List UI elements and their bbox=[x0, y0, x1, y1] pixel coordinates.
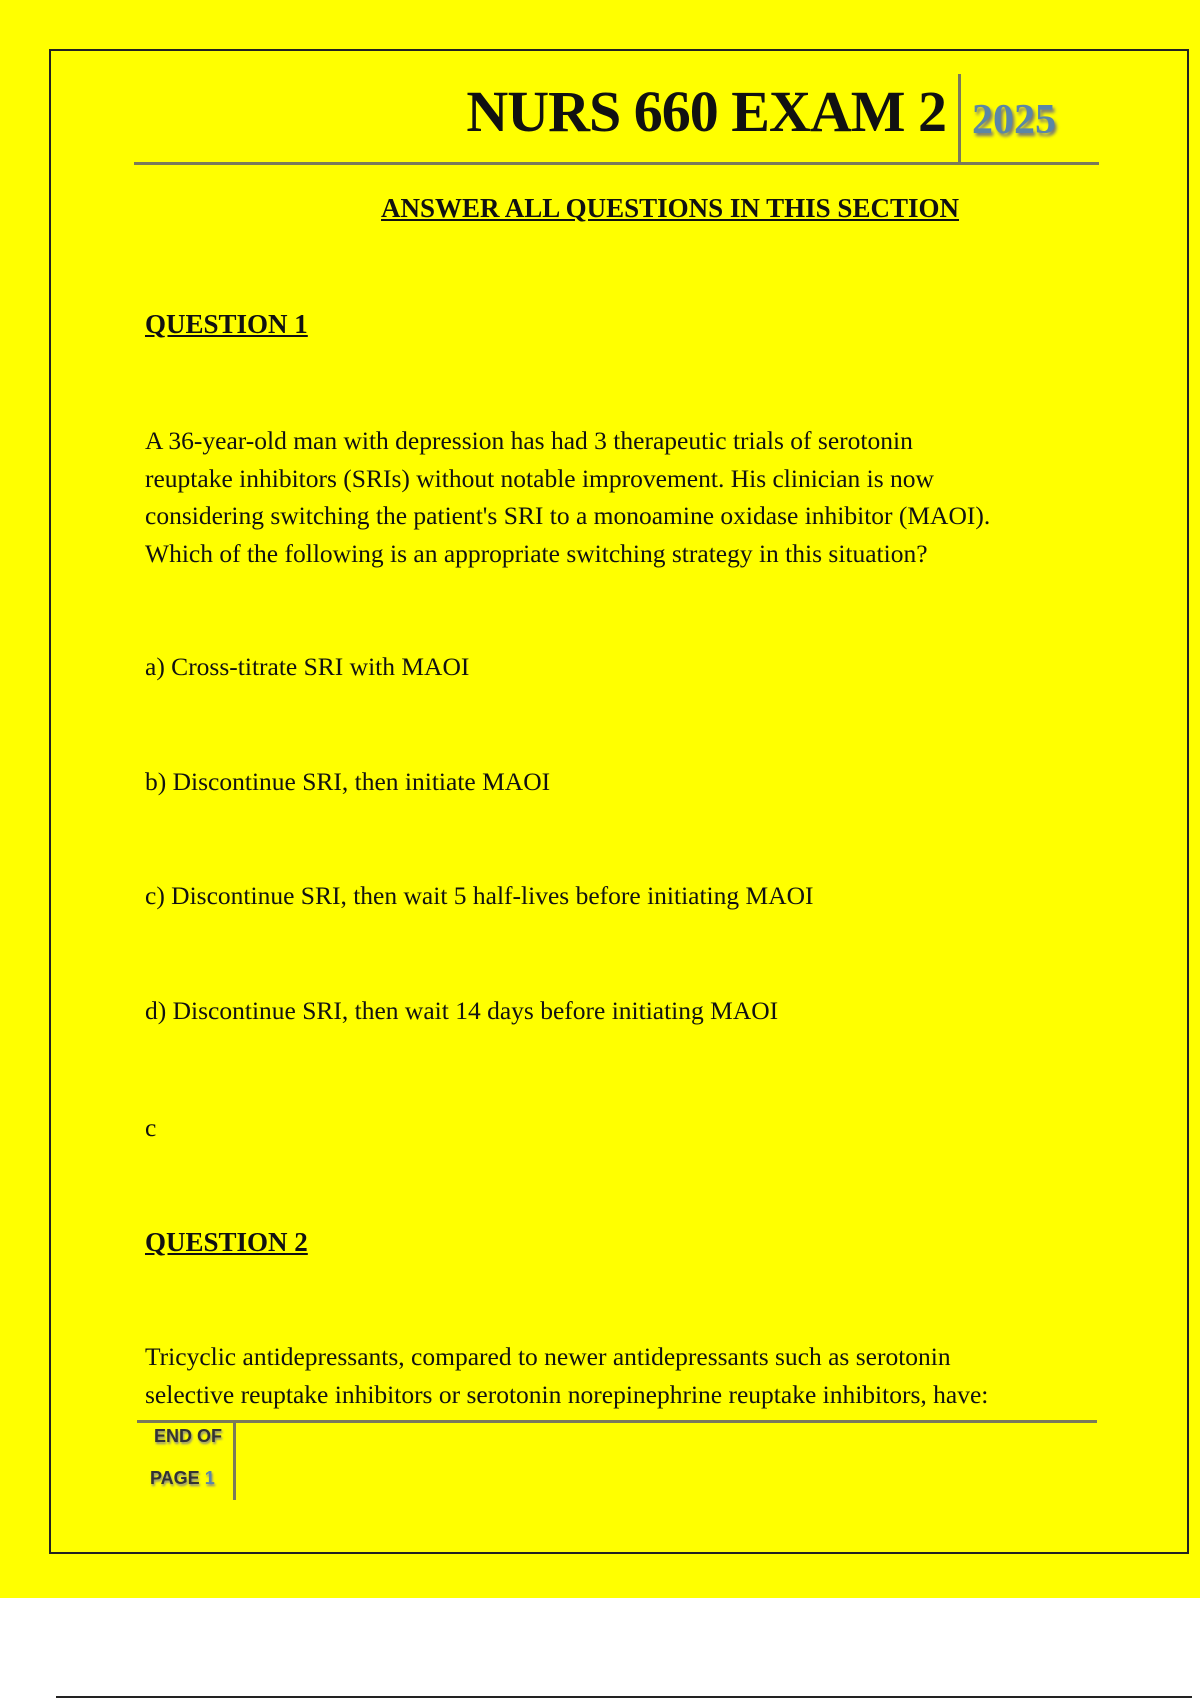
footer-page-label: PAGE bbox=[150, 1468, 200, 1488]
header-divider bbox=[958, 74, 961, 164]
option-d: d) Discontinue SRI, then wait 14 days before initiating MAOI bbox=[145, 996, 779, 1025]
option-c: c) Discontinue SRI, then wait 5 half-lives before initiating MAOI bbox=[145, 881, 814, 910]
next-page-rule bbox=[56, 1696, 1192, 1698]
question-text-line: considering switching the patient's SRI to a monoamine oxidase inhibitor (MAOI). bbox=[145, 501, 991, 530]
footer-end-of: END OF bbox=[154, 1426, 223, 1446]
question-2-text bbox=[145, 1338, 988, 1413]
question-1-text bbox=[145, 422, 990, 572]
question-text-line: Tricyclic antidepressants, compared to newer antidepressants such as serotonin bbox=[145, 1342, 951, 1371]
header-rule bbox=[134, 162, 1099, 165]
answer: c bbox=[145, 1113, 157, 1142]
option-b: b) Discontinue SRI, then initiate MAOI bbox=[145, 767, 551, 796]
section-heading: ANSWER ALL QUESTIONS IN THIS SECTION bbox=[381, 193, 959, 223]
question-1-heading: QUESTION 1 bbox=[145, 309, 308, 339]
question-text-line: reuptake inhibitors (SRIs) without notable improvement. His clinician is now bbox=[145, 463, 934, 493]
exam-title: NURS 660 EXAM 2 bbox=[466, 79, 946, 144]
footer-page-number: 1 bbox=[204, 1468, 215, 1488]
footer-divider bbox=[233, 1421, 236, 1500]
footer-page bbox=[150, 1468, 215, 1489]
question-text-line: A 36-year-old man with depression has had 3 therapeutic trials of serotonin bbox=[145, 426, 913, 455]
footer-rule bbox=[137, 1420, 1097, 1423]
exam-year: 2025 bbox=[972, 97, 1056, 143]
question-text-line: selective reuptake inhibitors or serotonin norepinephrine reuptake inhibitors, have: bbox=[145, 1379, 989, 1409]
question-2-heading: QUESTION 2 bbox=[145, 1227, 308, 1257]
option-a: a) Cross-titrate SRI with MAOI bbox=[145, 652, 470, 681]
page-border bbox=[49, 49, 1189, 1554]
question-text-line: Which of the following is an appropriate switching strategy in this situation? bbox=[145, 538, 928, 568]
